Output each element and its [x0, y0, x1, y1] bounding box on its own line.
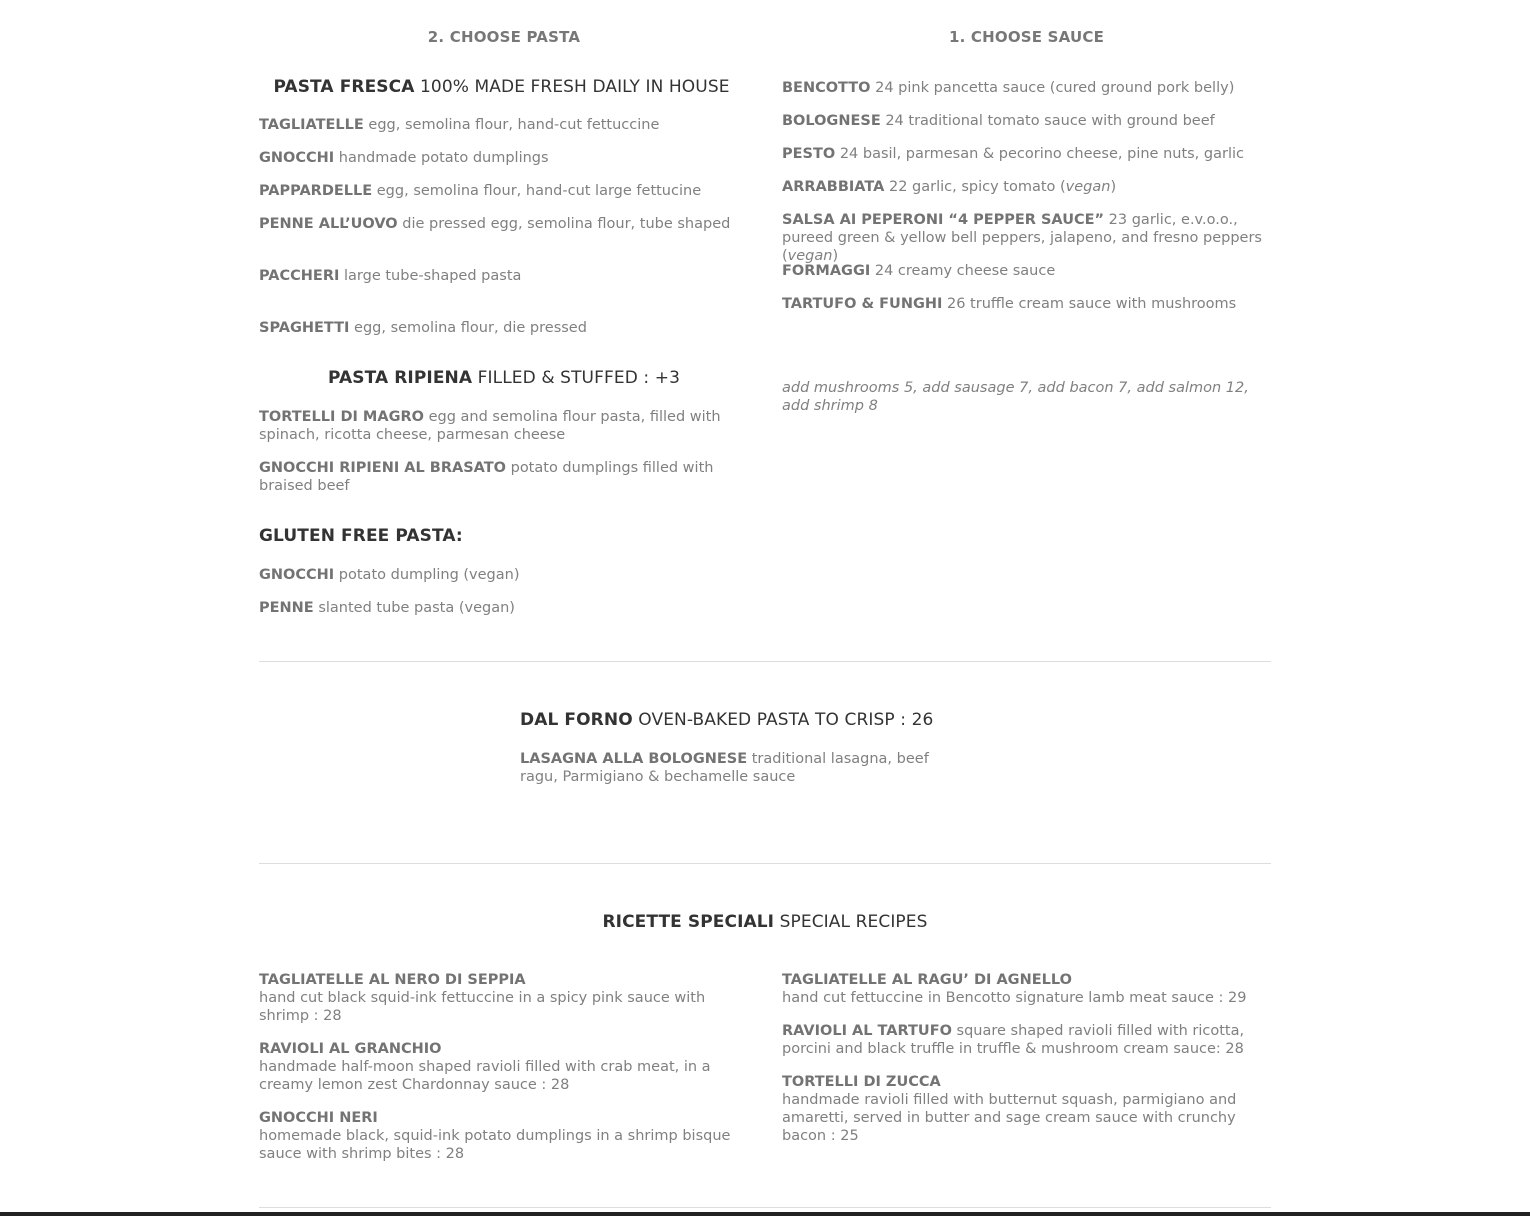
sauce-addons: add mushrooms 5, add sausage 7, add bacon 7, add salmon 12, add shrimp 8: [782, 380, 1249, 414]
sauce-desc: 22 garlic, spicy tomato (: [888, 179, 1066, 195]
sauce-name: BENCOTTO: [782, 80, 871, 96]
section-divider: [259, 863, 1271, 864]
pasta-name: GNOCCHI: [259, 150, 335, 166]
dish-desc: hand cut black squid-ink fettuccine in a spicy pink sauce with shrimp : 28: [259, 990, 706, 1024]
dal-forno-heading: [520, 710, 1020, 730]
sauce-desc: 24 basil, parmesan & pecorino cheese, pine nuts, garlic: [839, 146, 1244, 162]
pasta-ripiena-subtitle: FILLED & STUFFED : +3: [477, 368, 680, 388]
gluten-free-item: [259, 566, 749, 584]
pasta-name: SPAGHETTI: [259, 320, 350, 336]
pasta-ripiena-heading: [259, 368, 749, 388]
sauce-name: ARRABBIATA: [782, 179, 885, 195]
pasta-item: [259, 182, 749, 200]
dish-desc: homemade black, squid-ink potato dumplings in a shrimp bisque sauce with shrimp bites : 28: [259, 1128, 731, 1162]
pasta-name: TAGLIATELLE: [259, 117, 364, 133]
gluten-free-item: [259, 599, 749, 617]
vegan-note: vegan: [1065, 179, 1111, 195]
pasta-item: [259, 215, 759, 233]
sauce-name: BOLOGNESE: [782, 113, 881, 129]
sauce-name: TARTUFO & FUNGHI: [782, 296, 943, 312]
paren-close: ): [1110, 179, 1117, 195]
pasta-fresca-heading: [259, 77, 744, 97]
dal-forno-item: [520, 750, 965, 786]
pasta-fresca-title: PASTA FRESCA: [273, 77, 415, 97]
sauce-item: [782, 145, 1277, 163]
section-divider: [259, 661, 1271, 662]
dish-desc: handmade half-moon shaped ravioli filled with crab meat, in a creamy lemon zest Chardonnay sauce : 28: [259, 1059, 711, 1093]
pasta-name: PENNE: [259, 600, 314, 616]
dish-name: TAGLIATELLE AL NERO DI SEPPIA: [259, 972, 526, 988]
pasta-name: PAPPARDELLE: [259, 183, 373, 199]
pasta-desc: egg, semolina flour, hand-cut large fettucine: [376, 183, 702, 199]
dish-name: RAVIOLI AL TARTUFO: [782, 1023, 952, 1039]
pasta-desc: potato dumpling (vegan): [338, 567, 520, 583]
sauce-desc: 26 truffle cream sauce with mushrooms: [947, 296, 1237, 312]
pasta-desc: egg, semolina flour, hand-cut fettuccine: [368, 117, 660, 133]
pasta-desc: slanted tube pasta (vegan): [318, 600, 515, 616]
dish-name: LASAGNA ALLA BOLOGNESE: [520, 751, 748, 767]
special-recipe-item: [259, 971, 739, 1025]
sauce-item: [782, 79, 1277, 97]
section-divider: [259, 1207, 1271, 1208]
pasta-name: GNOCCHI RIPIENI AL BRASATO: [259, 460, 506, 476]
special-recipe-item: [782, 1022, 1252, 1058]
sauce-desc: 24 creamy cheese sauce: [874, 263, 1056, 279]
pasta-item: [259, 116, 749, 134]
pasta-name: PENNE ALL’UOVO: [259, 216, 398, 232]
special-recipe-item: [259, 1040, 739, 1094]
sauce-desc: 24 traditional tomato sauce with ground beef: [885, 113, 1215, 129]
vegan-note: vegan: [787, 248, 833, 264]
pasta-name: GNOCCHI: [259, 567, 335, 583]
sauce-name: SALSA AI PEPERONI “4 PEPPER SAUCE”: [782, 212, 1105, 228]
pasta-desc: die pressed egg, semolina flour, tube shaped: [402, 216, 731, 232]
pasta-item: [259, 267, 749, 285]
special-recipe-item: [782, 1073, 1252, 1145]
sauce-item: [782, 211, 1274, 265]
sauce-desc: 24 pink pancetta sauce (cured ground pork belly): [875, 80, 1235, 96]
page-bottom-bar: [0, 1212, 1530, 1216]
pasta-name: PACCHERI: [259, 268, 340, 284]
dish-name: TORTELLI DI ZUCCA: [782, 1074, 941, 1090]
sauce-item: [782, 178, 1277, 196]
dish-name: TAGLIATELLE AL RAGU’ DI AGNELLO: [782, 972, 1072, 988]
sauce-name: FORMAGGI: [782, 263, 871, 279]
pasta-desc: potato dumplings filled with braised beef: [259, 460, 714, 494]
paren-close: ): [832, 248, 839, 264]
pasta-desc: handmade potato dumplings: [338, 150, 549, 166]
sauce-name: PESTO: [782, 146, 836, 162]
sauce-item: [782, 262, 1277, 280]
special-recipe-item: [782, 971, 1252, 1007]
pasta-item: [259, 149, 749, 167]
pasta-desc: large tube-shaped pasta: [344, 268, 522, 284]
ricette-speciali-heading: [259, 912, 1271, 932]
dal-forno-subtitle: OVEN-BAKED PASTA TO CRISP : 26: [638, 710, 934, 730]
ricette-speciali-subtitle: SPECIAL RECIPES: [779, 912, 928, 932]
sauce-item: [782, 112, 1277, 130]
pasta-desc: egg and semolina flour pasta, filled with spinach, ricotta cheese, parmesan cheese: [259, 409, 721, 443]
dish-desc: hand cut fettuccine in Bencotto signature lamb meat sauce : 29: [782, 990, 1247, 1006]
stuffed-pasta-item: [259, 408, 729, 444]
special-recipe-item: [259, 1109, 749, 1163]
sauce-desc: 23 garlic, e.v.o.o., pureed green & yellow bell peppers, jalapeno, and fresno peppers (: [782, 212, 1262, 264]
choose-sauce-heading: 1. CHOOSE SAUCE: [948, 28, 1105, 46]
stuffed-pasta-item: [259, 459, 729, 495]
dish-desc: traditional lasagna, beef ragu, Parmigiano & bechamelle sauce: [520, 751, 929, 785]
dish-desc: square shaped ravioli filled with ricotta, porcini and black truffle in truffle & mushroom cream sauce: 28: [782, 1023, 1245, 1057]
gluten-free-heading: GLUTEN FREE PASTA:: [259, 526, 463, 546]
pasta-desc: egg, semolina flour, die pressed: [354, 320, 587, 336]
choose-pasta-heading: 2. CHOOSE PASTA: [427, 28, 581, 46]
ricette-speciali-title: RICETTE SPECIALI: [602, 912, 775, 932]
dish-name: RAVIOLI AL GRANCHIO: [259, 1041, 442, 1057]
pasta-fresca-subtitle: 100% MADE FRESH DAILY IN HOUSE: [420, 77, 730, 97]
pasta-name: TORTELLI DI MAGRO: [259, 409, 424, 425]
dish-desc: handmade ravioli filled with butternut squash, parmigiano and amaretti, served in butter and sage cream sauce with crunchy bacon : 25: [782, 1092, 1237, 1144]
pasta-item: [259, 319, 749, 337]
dish-name: GNOCCHI NERI: [259, 1110, 378, 1126]
sauce-item: [782, 295, 1277, 313]
pasta-ripiena-title: PASTA RIPIENA: [327, 368, 473, 388]
dal-forno-title: DAL FORNO: [520, 710, 633, 730]
